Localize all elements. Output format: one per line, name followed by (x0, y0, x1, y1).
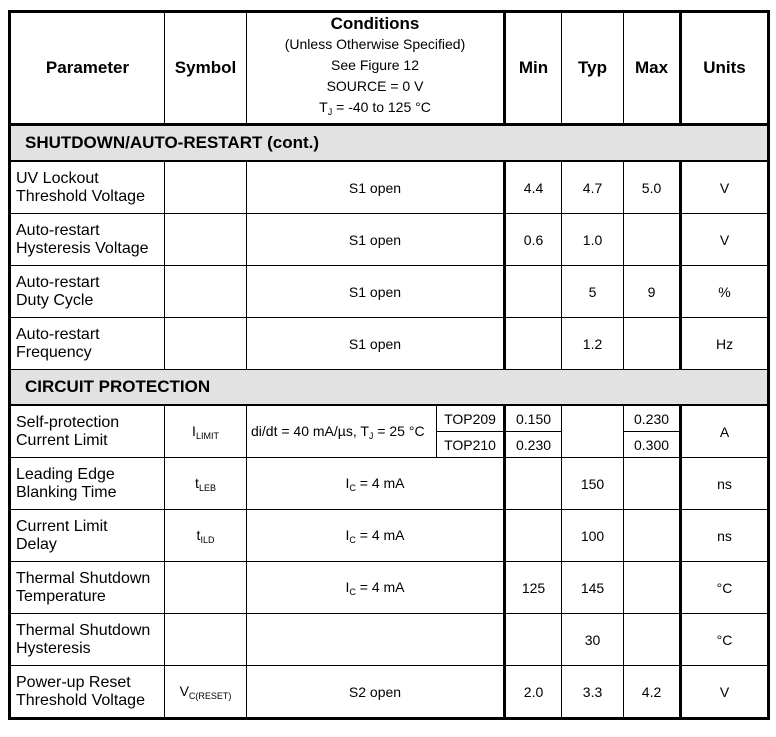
max-cell: 4.2 (624, 666, 681, 719)
min-cell: 0.230 (505, 432, 562, 458)
electrical-characteristics-table (8, 10, 770, 720)
max-cell (624, 318, 681, 370)
max-cell (624, 214, 681, 266)
param-hysteresis-voltage: Auto-restart Hysteresis Voltage (10, 214, 165, 266)
symbol-cell (165, 266, 247, 318)
table-row-thermal-shutdown-hysteresis (10, 614, 769, 666)
max-cell (624, 562, 681, 614)
symbol-cell (165, 161, 247, 214)
param-current-limit: Self-protection Current Limit (10, 405, 165, 458)
table-row-power-up-reset (10, 666, 769, 719)
typ-cell: 30 (562, 614, 624, 666)
param-frequency: Auto-restart Frequency (10, 318, 165, 370)
max-cell (624, 510, 681, 562)
units-cell: °C (681, 614, 769, 666)
conditions-title: Conditions (330, 14, 420, 33)
symbol-cell (165, 614, 247, 666)
units-cell: ns (681, 458, 769, 510)
symbol-cell (165, 214, 247, 266)
max-cell: 0.230 (624, 405, 681, 432)
min-cell: 0.150 (505, 405, 562, 432)
header-typ: Typ (562, 12, 624, 125)
condition-cell: S1 open (247, 266, 505, 318)
param-power-up-reset: Power-up Reset Threshold Voltage (10, 666, 165, 719)
condition-cell: S1 open (247, 318, 505, 370)
device-top209: TOP209 (437, 405, 505, 432)
max-cell: 5.0 (624, 161, 681, 214)
header-max: Max (624, 12, 681, 125)
units-cell: V (681, 214, 769, 266)
units-cell: A (681, 405, 769, 458)
typ-cell: 1.0 (562, 214, 624, 266)
section-title-shutdown: SHUTDOWN/AUTO-RESTART (cont.) (10, 125, 769, 162)
condition-cell (247, 614, 505, 666)
param-current-limit-delay: Current Limit Delay (10, 510, 165, 562)
section-row-circuit-protection (10, 370, 769, 406)
condition-cell: S1 open (247, 214, 505, 266)
table-row-thermal-shutdown-temperature (10, 562, 769, 614)
units-cell: °C (681, 562, 769, 614)
min-cell: 2.0 (505, 666, 562, 719)
units-cell: V (681, 161, 769, 214)
min-cell (505, 510, 562, 562)
units-cell: % (681, 266, 769, 318)
symbol-tleb: $t_{LEB}$ (165, 458, 247, 510)
header-min: Min (505, 12, 562, 125)
min-cell: 0.6 (505, 214, 562, 266)
section-title-circuit-protection: CIRCUIT PROTECTION (10, 370, 769, 406)
header-symbol: Symbol (165, 12, 247, 125)
typ-cell (562, 405, 624, 458)
symbol-tild: $t_{ILD}$ (165, 510, 247, 562)
param-thermal-shutdown-hysteresis: Thermal Shutdown Hysteresis (10, 614, 165, 666)
typ-cell: 4.7 (562, 161, 624, 214)
condition-cell: $I_C = 4$ mA (247, 562, 505, 614)
header-row (10, 12, 769, 125)
table-row-uv-lockout (10, 161, 769, 214)
conditions-line2: See Figure 12 (331, 57, 419, 73)
max-cell: 9 (624, 266, 681, 318)
condition-current-limit: di/dt = 40 mA/µs, $T_J = 25$ °C (247, 405, 437, 458)
max-cell (624, 458, 681, 510)
typ-cell: 100 (562, 510, 624, 562)
condition-cell: $I_C = 4$ mA (247, 510, 505, 562)
table-row-frequency (10, 318, 769, 370)
conditions-line4: $T_J = -40$ to 125 °C (319, 99, 431, 117)
min-cell: 125 (505, 562, 562, 614)
header-units: Units (681, 12, 769, 125)
table-row-hysteresis-voltage (10, 214, 769, 266)
condition-cell: S1 open (247, 161, 505, 214)
typ-cell: 3.3 (562, 666, 624, 719)
table-row-duty-cycle (10, 266, 769, 318)
min-cell (505, 458, 562, 510)
symbol-vcreset: $V_{C(RESET)}$ (165, 666, 247, 719)
units-cell: ns (681, 510, 769, 562)
conditions-line1: (Unless Otherwise Specified) (284, 36, 466, 52)
units-cell: V (681, 666, 769, 719)
min-cell (505, 318, 562, 370)
section-row-shutdown (10, 125, 769, 162)
min-cell (505, 614, 562, 666)
typ-cell: 150 (562, 458, 624, 510)
min-cell (505, 266, 562, 318)
symbol-cell (165, 562, 247, 614)
table-row-leading-edge-blanking (10, 458, 769, 510)
max-cell (624, 614, 681, 666)
device-top210: TOP210 (437, 432, 505, 458)
header-parameter: Parameter (10, 12, 165, 125)
typ-cell: 145 (562, 562, 624, 614)
param-leading-edge-blanking: Leading Edge Blanking Time (10, 458, 165, 510)
units-cell: Hz (681, 318, 769, 370)
param-uv-lockout: UV Lockout Threshold Voltage (10, 161, 165, 214)
condition-cell: $I_C = 4$ mA (247, 458, 505, 510)
param-duty-cycle: Auto-restart Duty Cycle (10, 266, 165, 318)
conditions-line3: SOURCE = 0 V (326, 78, 424, 94)
param-thermal-shutdown-temperature: Thermal Shutdown Temperature (10, 562, 165, 614)
symbol-cell (165, 318, 247, 370)
typ-cell: 5 (562, 266, 624, 318)
table-row-current-limit-top209 (10, 405, 769, 432)
condition-cell: S2 open (247, 666, 505, 719)
max-cell: 0.300 (624, 432, 681, 458)
symbol-ilimit: $I_{LIMIT}$ (165, 405, 247, 458)
min-cell: 4.4 (505, 161, 562, 214)
typ-cell: 1.2 (562, 318, 624, 370)
header-conditions (247, 12, 505, 125)
table-row-current-limit-delay (10, 510, 769, 562)
